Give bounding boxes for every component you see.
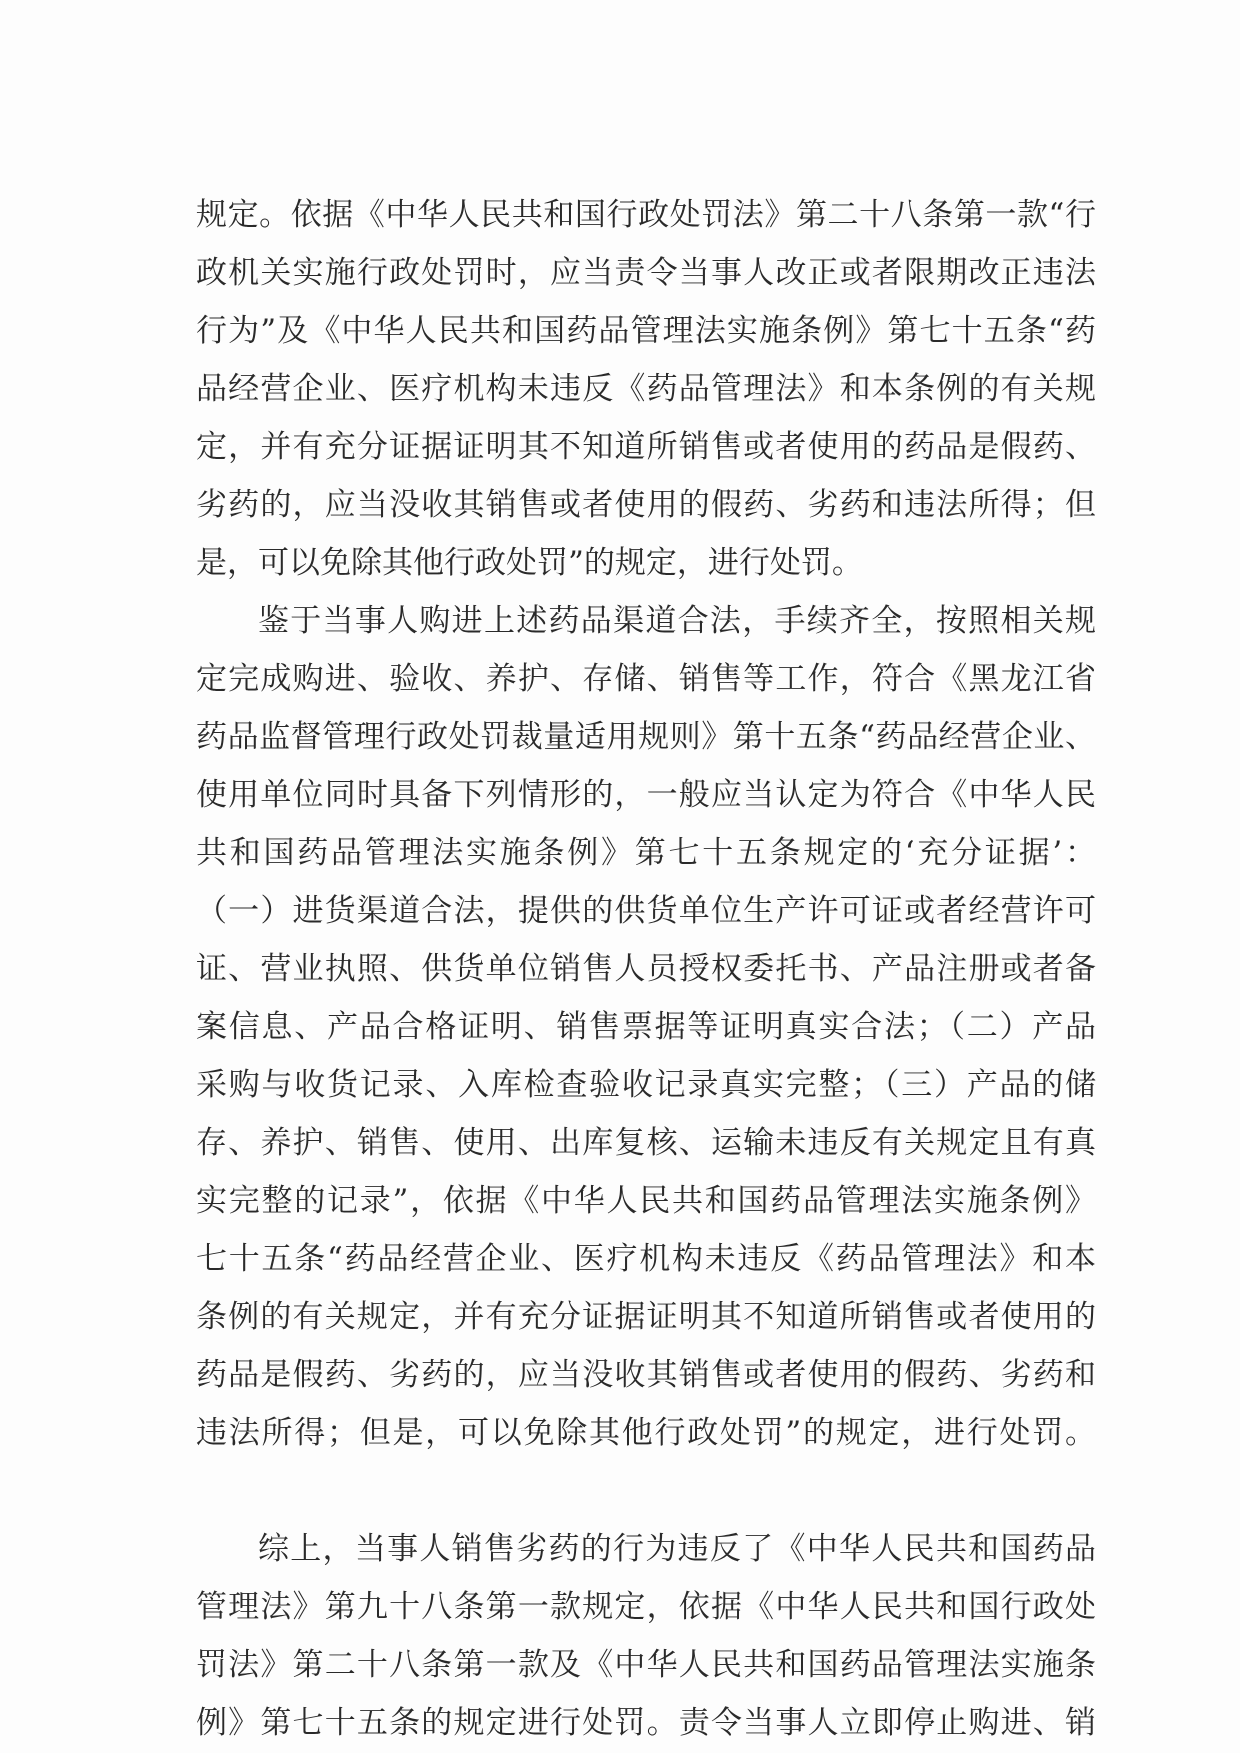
text-line: 证、营业执照、供货单位销售人员授权委托书、产品注册或者备 [196, 951, 1096, 987]
text-line: 定完成购进、验收、养护、存储、销售等工作，符合《黑龙江省 [196, 661, 1096, 697]
text-line: 使用单位同时具备下列情形的，一般应当认定为符合《中华人民 [196, 777, 1096, 813]
text-line [196, 1462, 1096, 1520]
document-body [196, 186, 1096, 1752]
text-line: 案信息、产品合格证明、销售票据等证明真实合法；（二）产品 [196, 1009, 1096, 1045]
text-line: 共和国药品管理法实施条例》第七十五条规定的‘充分证据’： [196, 835, 1096, 871]
paragraph-1 [196, 186, 1096, 592]
text-line: 药品监督管理行政处罚裁量适用规则》第十五条“药品经营企业、 [196, 719, 1096, 755]
text-line: （一）进货渠道合法，提供的供货单位生产许可证或者经营许可 [196, 893, 1096, 929]
text-line: 是，可以免除其他行政处罚”的规定，进行处罚。 [196, 545, 863, 581]
text-line: 管理法》第九十八条第一款规定，依据《中华人民共和国行政处 [196, 1589, 1096, 1625]
text-line: 条例的有关规定，并有充分证据证明其不知道所销售或者使用的 [196, 1299, 1096, 1335]
text-line: 七十五条“药品经营企业、医疗机构未违反《药品管理法》和本 [196, 1241, 1096, 1277]
text-line: 品经营企业、医疗机构未违反《药品管理法》和本条例的有关规 [196, 371, 1096, 407]
text-line: 劣药的，应当没收其销售或者使用的假药、劣药和违法所得；但 [196, 487, 1096, 523]
text-line: 鉴于当事人购进上述药品渠道合法，手续齐全，按照相关规 [258, 603, 1096, 639]
text-line: 规定。依据《中华人民共和国行政处罚法》第二十八条第一款“行 [196, 197, 1096, 233]
text-line: 违法所得；但是，可以免除其他行政处罚”的规定，进行处罚。 [196, 1415, 1096, 1451]
text-line: 综上，当事人销售劣药的行为违反了《中华人民共和国药品 [258, 1531, 1096, 1567]
text-line: 政机关实施行政处罚时，应当责令当事人改正或者限期改正违法 [196, 255, 1096, 291]
paragraph-2 [196, 592, 1096, 1520]
text-line: 罚法》第二十八条第一款及《中华人民共和国药品管理法实施条 [196, 1647, 1096, 1683]
text-line: 例》第七十五条的规定进行处罚。责令当事人立即停止购进、销 [196, 1705, 1096, 1741]
text-line: 定，并有充分证据证明其不知道所销售或者使用的药品是假药、 [196, 429, 1096, 465]
text-line: 实完整的记录”，依据《中华人民共和国药品管理法实施条例》 [196, 1183, 1096, 1219]
text-line: 存、养护、销售、使用、出库复核、运输未违反有关规定且有真 [196, 1125, 1096, 1161]
text-line: 药品是假药、劣药的，应当没收其销售或者使用的假药、劣药和 [196, 1357, 1096, 1393]
text-line: 采购与收货记录、入库检查验收记录真实完整；（三）产品的储 [196, 1067, 1096, 1103]
paragraph-3 [196, 1520, 1096, 1752]
text-line: 行为”及《中华人民共和国药品管理法实施条例》第七十五条“药 [196, 313, 1096, 349]
